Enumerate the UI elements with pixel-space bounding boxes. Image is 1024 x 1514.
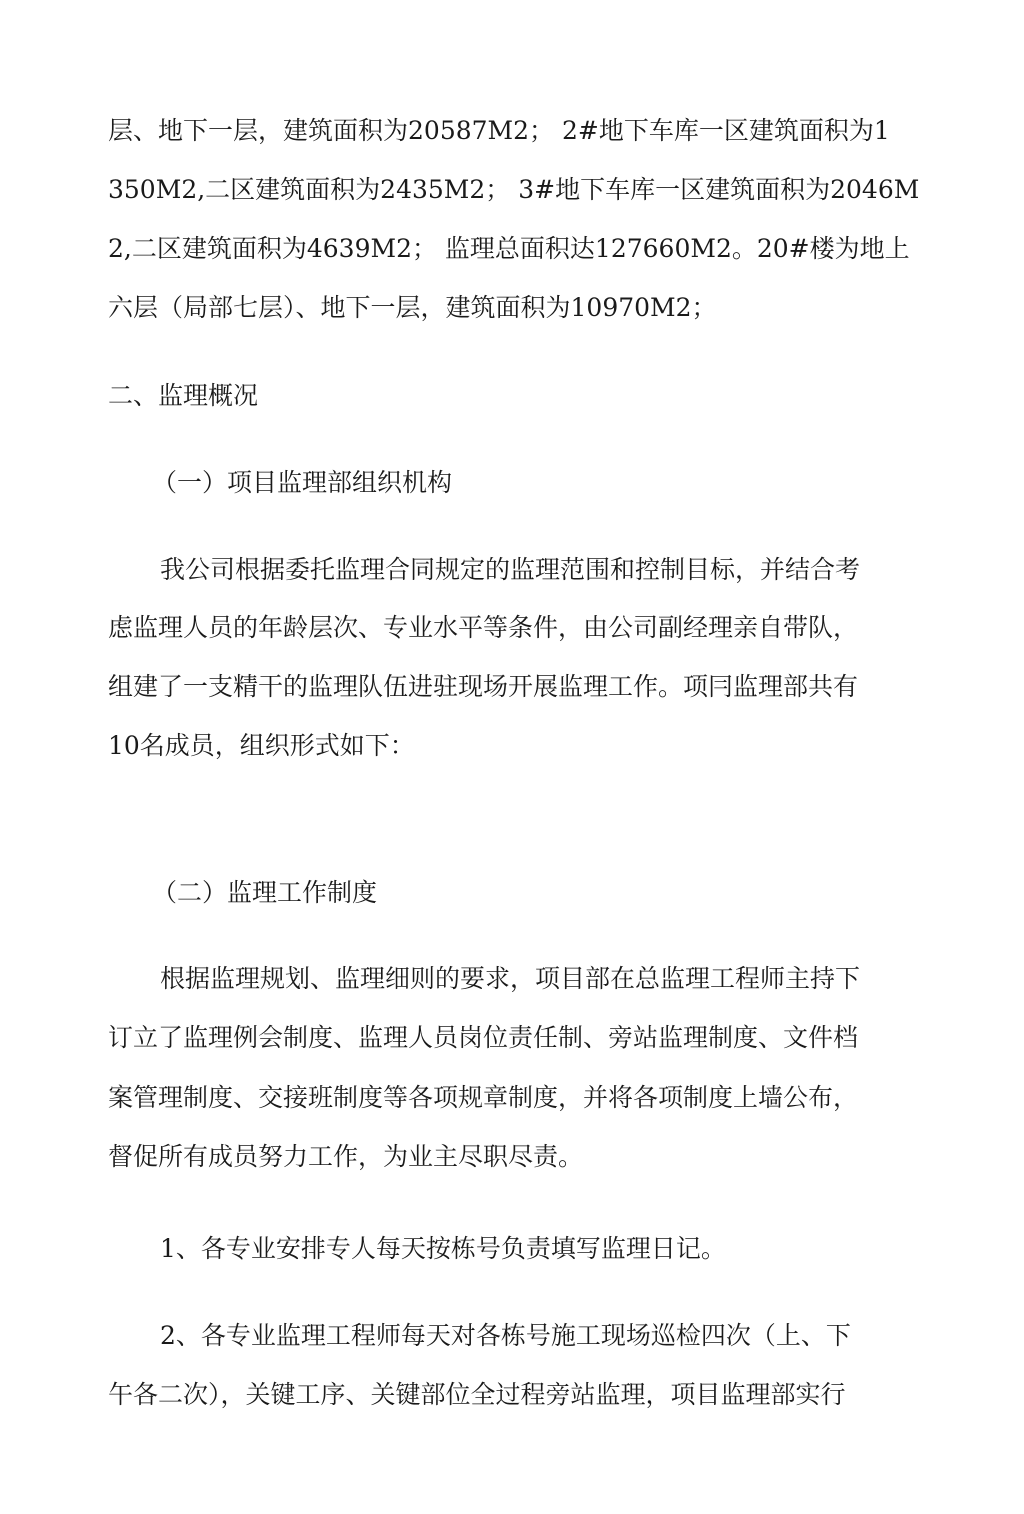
intro-line-3: 2,二区建筑面积为4639M2； 监理总面积达127660M2。20#楼为地上 [108,234,910,263]
subsection-2-line-1: 根据监理规划、监理细则的要求，项目部在总监理工程师主持下 [160,964,861,993]
intro-line-2: 350M2,二区建筑面积为2435M2； 3#地下车库一区建筑面积为2046M [108,175,920,204]
section-heading: 二、监理概况 [108,381,259,410]
subsection-1-line-4: 10名成员，组织形式如下： [108,731,415,760]
subsection-2-line-2: 订立了监理例会制度、监理人员岗位责任制、旁站监理制度、文件档 [108,1023,859,1052]
intro-line-4: 六层（局部七层）、地下一层，建筑面积为10970M2； [108,293,717,322]
subsection-1-heading: （一）项目监理部组织机构 [152,468,453,497]
list-item-1: 1、各专业安排专人每天按栋号负责填写监理日记。 [160,1234,726,1263]
list-item-2-line-2: 午各二次），关键工序、关键部位全过程旁站监理，项目监理部实行 [108,1380,846,1409]
subsection-1-line-2: 虑监理人员的年龄层次、专业水平等条件，由公司副经理亲自带队， [108,613,859,642]
subsection-1-line-1: 我公司根据委托监理合同规定的监理范围和控制目标，并结合考 [160,555,861,584]
intro-line-1: 层、地下一层，建筑面积为20587M2； 2#地下车库一区建筑面积为1 [108,116,890,145]
subsection-2-line-4: 督促所有成员努力工作，为业主尽职尽责。 [108,1142,584,1171]
list-item-2-line-1: 2、各专业监理工程师每天对各栋号施工现场巡检四次（上、下 [160,1321,851,1350]
subsection-1-line-3: 组建了一支精干的监理队伍进驻现场开展监理工作。项冃监理部共有 [108,672,859,701]
subsection-2-heading: （二）监理工作制度 [152,878,378,907]
subsection-2-line-3: 案管理制度、交接班制度等各项规章制度，并将各项制度上墙公布， [108,1083,859,1112]
